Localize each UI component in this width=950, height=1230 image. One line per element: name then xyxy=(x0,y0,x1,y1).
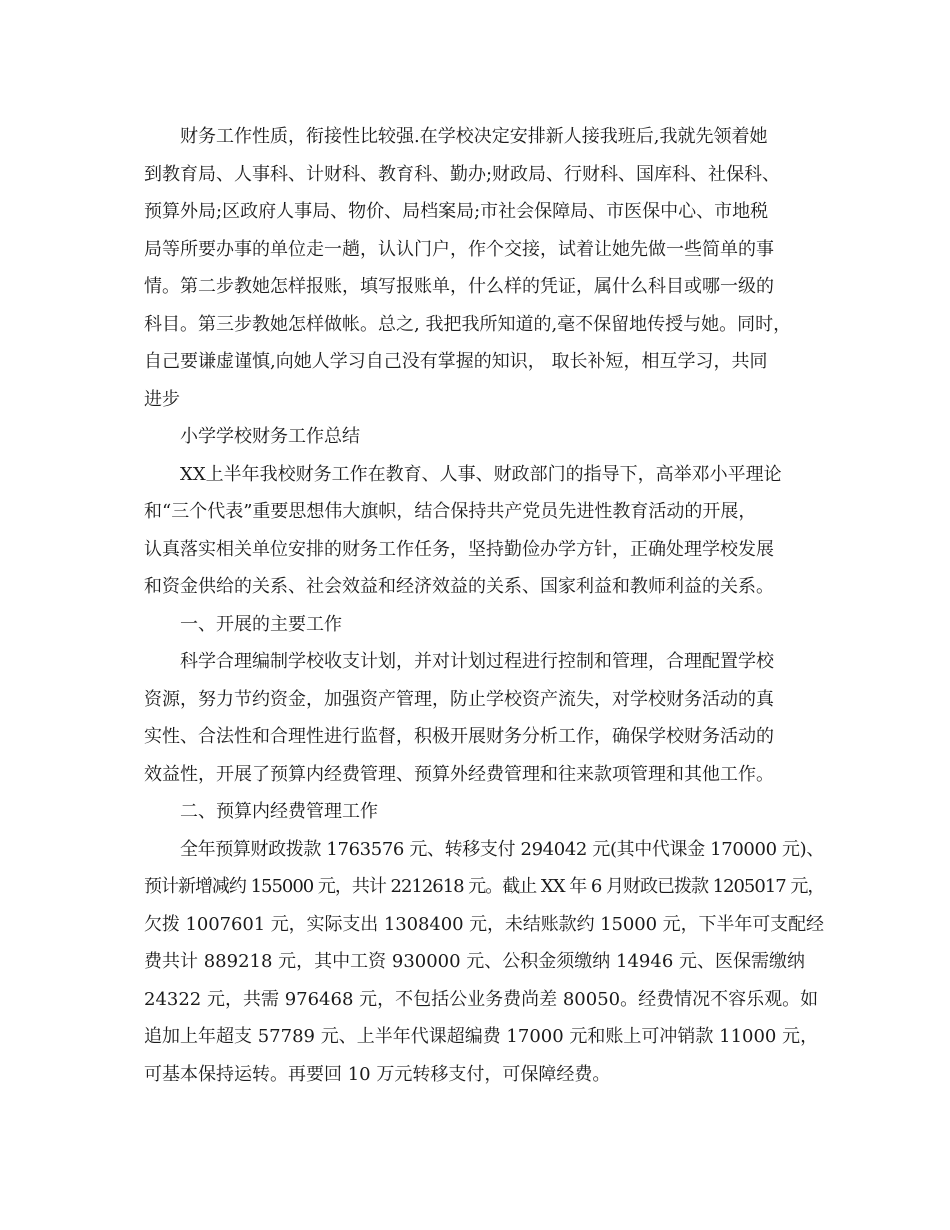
document-body xyxy=(144,118,824,1093)
text-line: 资源，努力节约资金，加强资产管理，防止学校资产流失，对学校财务活动的真 xyxy=(144,688,774,710)
text-line: 科目。第三步教她怎样做帐。总之, 我把我所知道的,毫不保留地传授与她。同时， xyxy=(144,313,792,335)
text-line: 科学合理编制学校收支计划，并对计划过程进行控制和管理，合理配置学校 xyxy=(180,651,774,672)
text-line: 到教育局、人事科、计财科、教育科、勤办;财政局、行财科、国库科、社保科、 xyxy=(144,163,781,185)
text-line: 和“三个代表”重要思想伟大旗帜，结合保持共产党员先进性教育活动的开展， xyxy=(144,501,757,522)
text-line: 实性、合法性和合理性进行监督，积极开展财务分析工作，确保学校财务活动的 xyxy=(144,726,774,747)
text-line: 局等所要办事的单位走一趟，认认门户，作个交接，试着让她先做一些简单的事 xyxy=(144,238,774,260)
text-line: 效益性，开展了预算内经费管理、预算外经费管理和往来款项管理和其他工作。 xyxy=(144,763,774,785)
text-line: 认真落实相关单位安排的财务工作任务，坚持勤俭办学方针，正确处理学校发展 xyxy=(144,538,774,560)
text-line: 预计新增减约 155000 元，共计 2212618 元。截止 XX 年 6 月财政已拨款 1205017 元， xyxy=(144,876,825,897)
text-line: 可基本保持运转。再要回 10 万元转移支付，可保障经费。 xyxy=(144,1063,611,1085)
text-line: 费共计 889218 元，其中工资 930000 元、公积金须缴纳 14946 元、医保需缴纳 xyxy=(144,951,806,972)
text-line: XX上半年我校财务工作在教育、人事、财政部门的指导下，高举邓小平理论 xyxy=(180,463,782,485)
text-line: 欠拨 1007601 元，实际支出 1308400 元，未结账款约 15000 元，下半年可支配经 xyxy=(144,913,824,935)
section-heading: 一、开展的主要工作 xyxy=(180,613,342,635)
text-line: 追加上年超支 57789 元、上半年代课超编费 17000 元和账上可冲销款 11000 元， xyxy=(144,1026,819,1047)
text-line: 财务工作性质，衔接性比较强.在学校决定安排新人接我班后,我就先领着她 xyxy=(180,126,768,147)
text-line: 预算外局;区政府人事局、物价、局档案局;市社会保障局、市医保中心、市地税 xyxy=(144,201,769,222)
text-line: 进步 xyxy=(144,388,180,410)
section-heading: 二、预算内经费管理工作 xyxy=(180,801,378,822)
text-line: 自己要谦虚谨慎,向她人学习自己没有掌握的知识， 取长补短，相互学习，共同 xyxy=(144,351,768,372)
text-line: 情。第二步教她怎样报账，填写报账单，什么样的凭证，属什么科目或哪一级的 xyxy=(144,276,774,297)
text-line: 全年预算财政拨款 1763576 元、转移支付 294042 元(其中代课金 170000 元)、 xyxy=(180,838,824,860)
section-title: 小学学校财务工作总结 xyxy=(180,426,360,447)
text-line: 和资金供给的关系、社会效益和经济效益的关系、国家利益和教师利益的关系。 xyxy=(144,576,774,597)
text-line: 24322 元，共需 976468 元，不包括公业务费尚差 80050。经费情况不容乐观。如 xyxy=(144,988,819,1010)
